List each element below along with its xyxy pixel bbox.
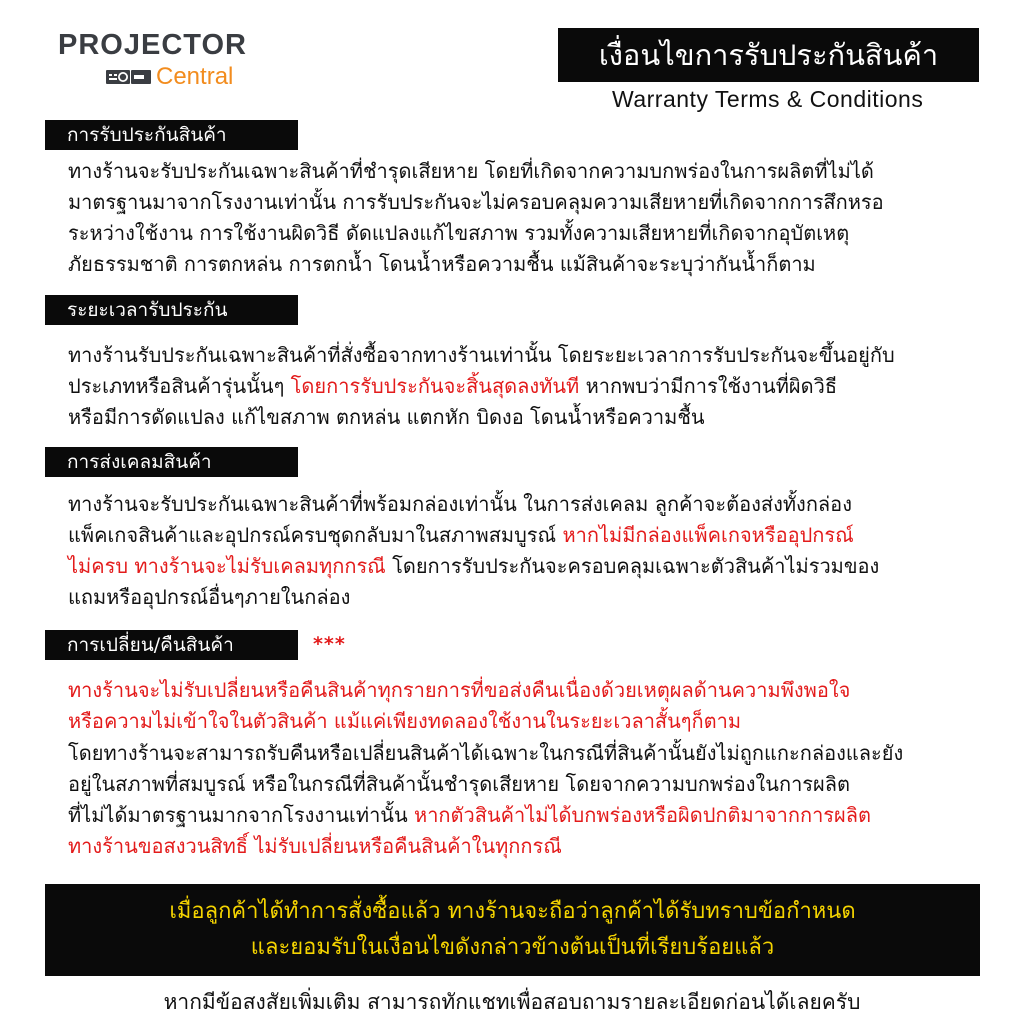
text-segment: ประเภทหรือสินค้ารุ่นนั้นๆ	[68, 374, 285, 398]
text-line	[68, 551, 988, 582]
text-segment: แพ็คเกจสินค้าและอุปกรณ์ครบชุดกลับมาในสภาพสมบูรณ์	[68, 523, 557, 547]
section-label-returns: การเปลี่ยน/คืนสินค้า	[45, 630, 298, 660]
section-period-text	[68, 340, 988, 433]
text-line: ทางร้านจะรับประกันเฉพาะสินค้าที่ชำรุดเสียหาย โดยที่เกิดจากความบกพร่องในการผลิตที่ไม่ได้	[68, 159, 874, 183]
text-line: โดยทางร้านจะสามารถรับคืนหรือเปลี่ยนสินค้าได้เฉพาะในกรณีที่สินค้านั้นยังไม่ถูกแกะกล่องและยัง	[68, 741, 904, 765]
text-line: หรือความไม่เข้าใจในตัวสินค้า แม้แค่เพียงทดลองใช้งานในระยะเวลาสั้นๆก็ตาม	[68, 709, 742, 733]
page-subtitle: Warranty Terms & Conditions	[612, 86, 924, 112]
highlight-text: โดยการรับประกันจะสิ้นสุดลงทันที	[290, 374, 580, 398]
text-segment: ที่ไม่ได้มาตรฐานมากจากโรงงานเท่านั้น	[68, 803, 408, 827]
highlight-text: หากไม่มีกล่องแพ็คเกจหรืออุปกรณ์	[562, 523, 854, 547]
text-line	[68, 371, 988, 402]
section-label-claims: การส่งเคลมสินค้า	[45, 447, 298, 477]
text-segment: หากพบว่ามีการใช้งานที่ผิดวิธี	[585, 374, 838, 398]
text-line: ทางร้านขอสงวนสิทธิ์ ไม่รับเปลี่ยนหรือคืนสินค้าในทุกกรณี	[68, 834, 562, 858]
projector-central-logo	[58, 30, 283, 92]
text-line: มาตรฐานมาจากโรงงานเท่านั้น การรับประกันจะไม่ครอบคลุมความเสียหายที่เกิดจากการสึกหรอ	[68, 190, 884, 214]
section-warranty-text	[68, 156, 988, 280]
page-title: เงื่อนไขการรับประกันสินค้า	[558, 28, 979, 82]
highlight-text: หากตัวสินค้าไม่ได้บกพร่องหรือผิดปกติมาจากการผลิต	[414, 803, 871, 827]
section-label-warranty-period: ระยะเวลารับประกัน	[45, 295, 298, 325]
text-line: ระหว่างใช้งาน การใช้งานผิดวิธี ดัดแปลงแก้ไขสภาพ รวมทั้งความเสียหายที่เกิดจากอุบัตเหตุ	[68, 221, 850, 245]
highlight-text: ไม่ครบ ทางร้านจะไม่รับเคลมทุกกรณี	[68, 554, 386, 578]
projector-icon	[106, 67, 152, 87]
section-claims-text	[68, 489, 988, 613]
text-line: ทางร้านรับประกันเฉพาะสินค้าที่สั่งซื้อจากทางร้านเท่านั้น โดยระยะเวลาการรับประกันจะขึ้นอยู่กับ	[68, 343, 895, 367]
text-segment: โดยการรับประกันจะครอบคลุมเฉพาะตัวสินค้าไม่รวมของ	[392, 554, 880, 578]
text-line: แถมหรืออุปกรณ์อื่นๆภายในกล่อง	[68, 585, 351, 609]
logo-row	[106, 64, 233, 90]
asterisk-marker: ***	[313, 633, 346, 655]
section-returns-text	[68, 738, 988, 862]
section-returns-notice	[68, 675, 988, 737]
logo-wordmark-central: Central	[156, 63, 234, 90]
text-line: หรือมีการดัดแปลง แก้ไขสภาพ ตกหล่น แตกหัก บิดงอ โดนน้ำหรือความชื้น	[68, 405, 705, 429]
text-line	[68, 520, 988, 551]
banner-line-2: และยอมรับในเงื่อนไขดังกล่าวข้างต้นเป็นที่เรียบร้อยแล้ว	[250, 935, 775, 960]
logo-wordmark-projector: PROJECTOR	[58, 29, 247, 61]
banner-line-1: เมื่อลูกค้าได้ทำการสั่งซื้อแล้ว ทางร้านจะถือว่าลูกค้าได้รับทราบข้อกำหนด	[169, 899, 856, 924]
acceptance-banner	[45, 884, 980, 976]
text-line: ทางร้านจะรับประกันเฉพาะสินค้าที่พร้อมกล่องเท่านั้น ในการส่งเคลม ลูกค้าจะต้องส่งทั้งกล่อง	[68, 492, 852, 516]
text-line	[68, 800, 988, 831]
footer-note: หากมีข้อสงสัยเพิ่มเติม สามารถทักแชทเพื่อสอบถามรายละเอียดก่อนได้เลยครับ	[163, 990, 861, 1014]
text-line: ทางร้านจะไม่รับเปลี่ยนหรือคืนสินค้าทุกรายการที่ขอส่งคืนเนื่องด้วยเหตุผลด้านความพึงพอใจ	[68, 678, 851, 702]
section-label-warranty: การรับประกันสินค้า	[45, 120, 298, 150]
text-line: อยู่ในสภาพที่สมบูรณ์ หรือในกรณีที่สินค้านั้นชำรุดเสียหาย โดยจากความบกพร่องในการผลิต	[68, 772, 851, 796]
text-line: ภัยธรรมชาติ การตกหล่น การตกน้ำ โดนน้ำหรือความชื้น แม้สินค้าจะระบุว่ากันน้ำก็ตาม	[68, 252, 816, 276]
